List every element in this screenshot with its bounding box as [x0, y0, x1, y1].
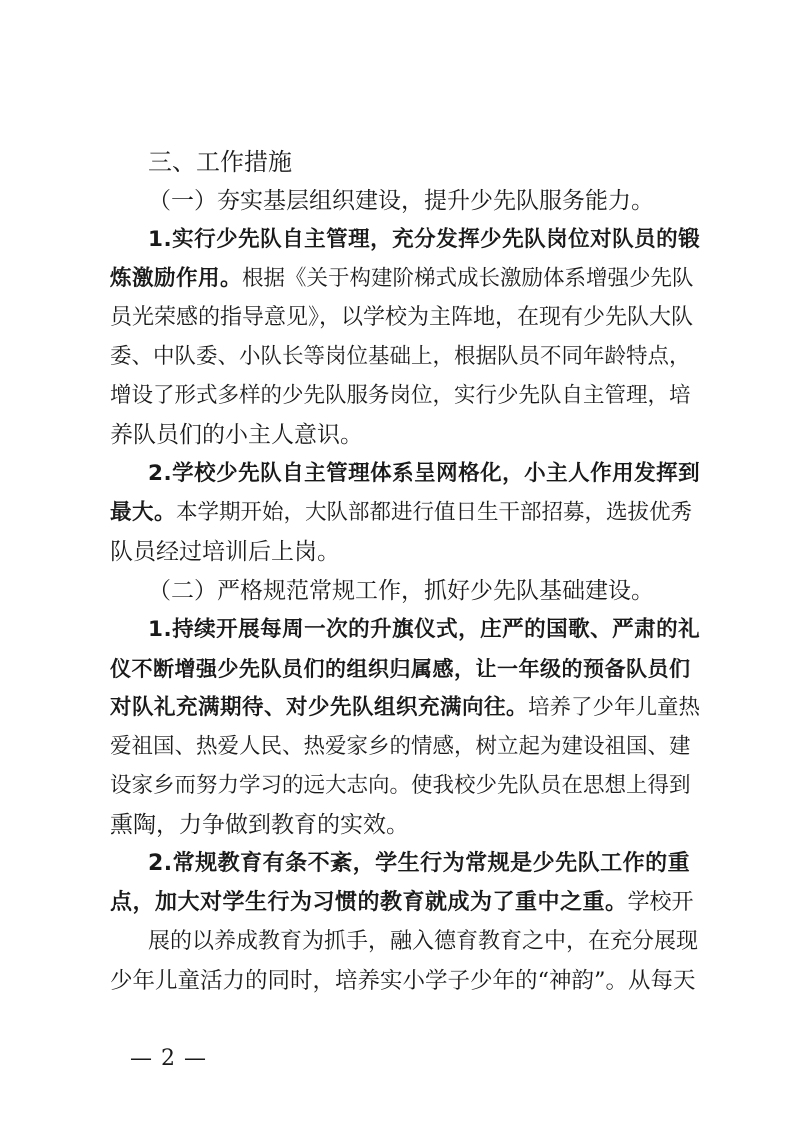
paragraph-1-line-4: 委、中队委、小队长等岗位基础上，根据队员不同年龄特点，: [110, 344, 691, 369]
paragraph-3-line-4: 爱祖国、热爱人民、热爱家乡的情感，树立起为建设祖国、建: [110, 734, 691, 759]
paragraph-2-lead-tail: 最大。: [110, 500, 177, 525]
subsection-heading-2: （二）严格规范常规工作，抓好少先队基础建设。: [148, 578, 654, 604]
paragraph-1-text: 根据《关于构建阶梯式成长激励体系增强少先队: [242, 266, 694, 291]
paragraph-4-lead-tail: 点，加大对学生行为习惯的教育就成为了重中之重。: [110, 890, 628, 915]
paragraph-3-text: 培养了少年儿童热: [528, 695, 701, 720]
paragraph-2-line-2: [110, 498, 700, 528]
paragraph-2-line-3: 队员经过培训后上岗。: [110, 539, 340, 565]
paragraph-2-line-1: 2.学校少先队自主管理体系呈网格化，小主人作用发挥到: [148, 461, 701, 486]
paragraph-3-line-2: 仪不断增强少先队员们的组织归属感，让一年级的预备队员们: [110, 657, 691, 681]
page-number: — 2 —: [130, 1046, 207, 1071]
paragraph-4-text: 学校开: [627, 890, 694, 915]
paragraph-1-line-6: 养队员们的小主人意识。: [110, 422, 363, 448]
paragraph-3-line-5: 设家乡而努力学习的远大志向。使我校少先队员在思想上得到: [110, 773, 691, 798]
paragraph-4-line-2: [110, 888, 700, 918]
paragraph-3-line-1: 1.持续开展每周一次的升旗仪式，庄严的国歌、严肃的礼: [148, 617, 701, 642]
section-heading: 三、工作措施: [148, 148, 292, 176]
paragraph-4-line-4: 少年儿童活力的同时，培养实小学子少年的“神韵”。从每天: [110, 968, 696, 994]
paragraph-1-line-1: 1.实行少先队自主管理，充分发挥少先队岗位对队员的锻: [148, 227, 701, 252]
paragraph-1-line-2: [110, 264, 700, 294]
paragraph-3-lead-tail: 对队礼充满期待、对少先队组织充满向往。: [110, 695, 529, 720]
paragraph-1-lead-tail: 炼激励作用。: [110, 266, 243, 291]
subsection-heading-1: （一）夯实基层组织建设，提升少先队服务能力。: [148, 188, 654, 214]
paragraph-1-line-3: 员光荣感的指导意见》，以学校为主阵地，在现有少先队大队: [110, 305, 694, 330]
paragraph-2-text: 本学期开始，大队部都进行值日生干部招募，选拔优秀: [176, 500, 693, 525]
paragraph-3-line-6: 熏陶，力争做到教育的实效。: [110, 812, 409, 838]
paragraph-4-line-3: 展的以养成教育为抓手，融入德育教育之中，在充分展现: [148, 929, 699, 954]
paragraph-3-line-3: [110, 693, 700, 723]
paragraph-1-line-5: 增设了形式多样的少先队服务岗位，实行少先队自主管理，培: [110, 383, 691, 408]
paragraph-4-line-1: 2.常规教育有条不紊，学生行为常规是少先队工作的重: [148, 851, 691, 876]
